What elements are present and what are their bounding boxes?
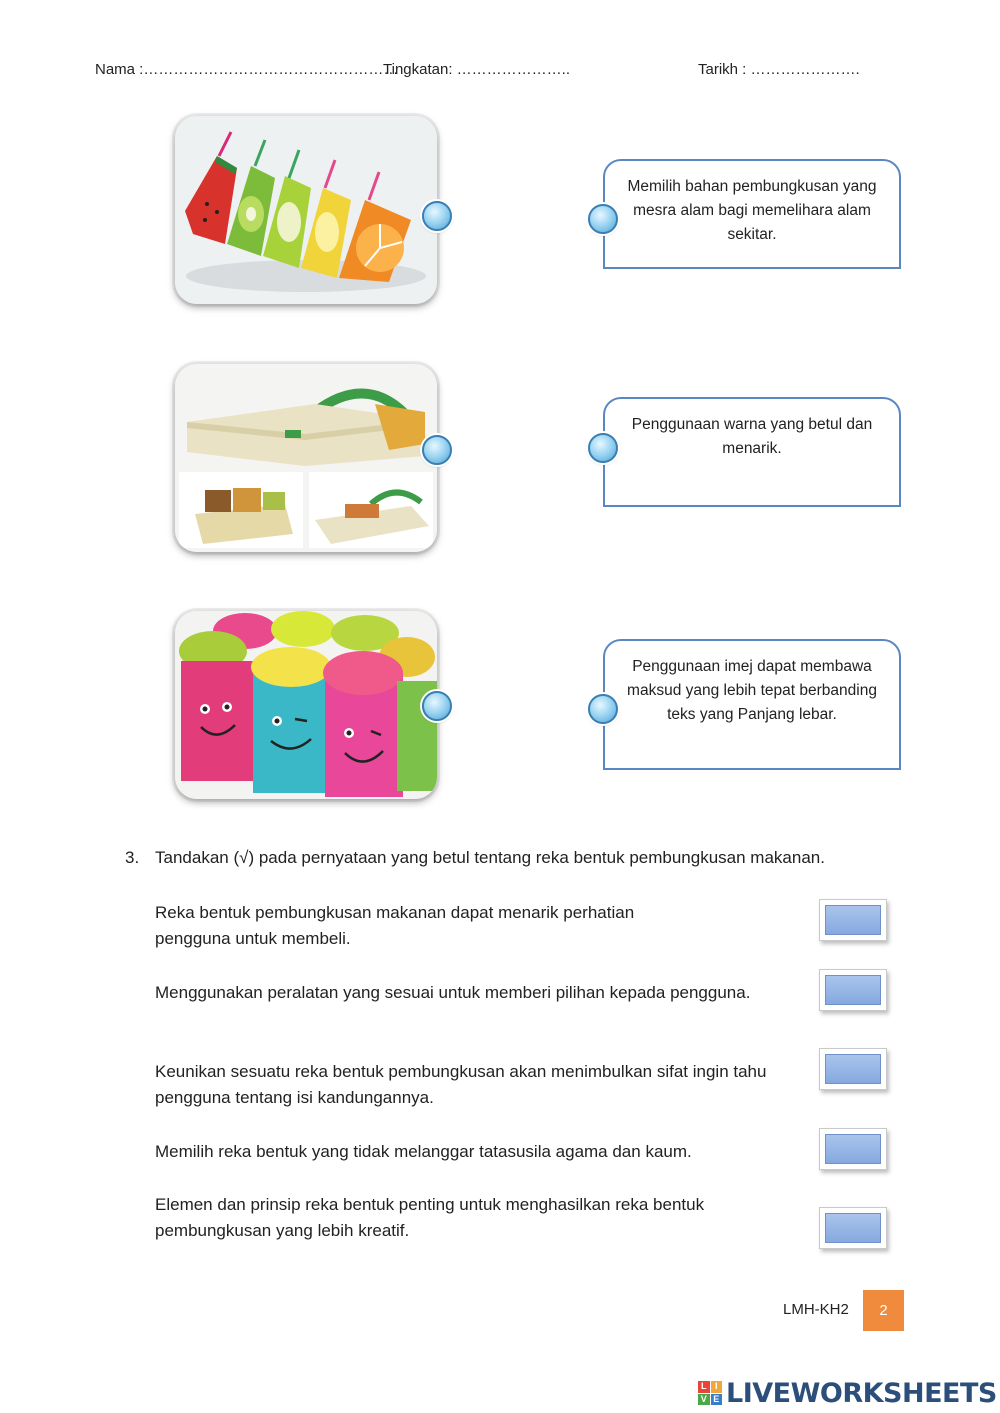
image-1-connector-dot[interactable] (422, 201, 452, 231)
image-2-connector-dot[interactable] (422, 435, 452, 465)
question-number: 3. (125, 848, 140, 867)
date-field-label: Tarikh : …………………. (698, 61, 860, 78)
question-text: Tandakan (√) pada pernyataan yang betul tentang reka bentuk pembungkusan makanan. (155, 848, 825, 867)
question-3-item-4: Memilih reka bentuk yang tidak melanggar tatasusila agama dan kaum. (155, 1142, 692, 1161)
statement-3-connector-dot[interactable] (588, 694, 618, 724)
brand-name: LIVEWORKSHEETS (726, 1377, 997, 1409)
tick-box-3[interactable] (819, 1048, 887, 1090)
tick-box-5[interactable] (819, 1207, 887, 1249)
smiley-fruit-box-packaging-image (175, 611, 437, 799)
smiley-boxes-illustration (175, 611, 437, 799)
page-number-badge: 2 (863, 1290, 904, 1331)
logo-letter: E (711, 1394, 723, 1406)
question-3-item-1: Reka bentuk pembungkusan makanan dapat menarik perhatian pengguna untuk membeli. (155, 903, 635, 948)
question-3-item-3: Keunikan sesuatu reka bentuk pembungkusan akan menimbulkan sifat ingin tahu pengguna tentang isi kandungannya. (155, 1062, 767, 1107)
logo-letter: V (698, 1394, 710, 1406)
question-3-title (125, 848, 825, 868)
food-tray-box-packaging-image (175, 364, 437, 552)
matching-statement-1: Memilih bahan pembungkusan yang mesra alam bagi memelihara alam sekitar. (603, 159, 901, 269)
liveworksheets-brand (698, 1376, 997, 1410)
logo-letter: I (711, 1381, 723, 1393)
question-3-item-2: Menggunakan peralatan yang sesuai untuk memberi pilihan kepada pengguna. (155, 983, 751, 1002)
liveworksheets-logo-icon (698, 1381, 722, 1405)
food-tray-illustration (175, 364, 437, 552)
form-field-label: Tingkatan: ………………….. (383, 61, 570, 78)
tick-box-fill (825, 905, 881, 935)
fruit-boxes-illustration (175, 116, 437, 304)
fruit-juice-box-packaging-image (175, 116, 437, 304)
statement-2-connector-dot[interactable] (588, 433, 618, 463)
tick-box-4[interactable] (819, 1128, 887, 1170)
statement-1-connector-dot[interactable] (588, 204, 618, 234)
matching-statement-2: Penggunaan warna yang betul dan menarik. (603, 397, 901, 507)
matching-statement-3: Penggunaan imej dapat membawa maksud yang lebih tepat berbanding teks yang Panjang lebar. (603, 639, 901, 770)
name-field-label: Nama :…………………………………………… (95, 61, 399, 78)
tick-box-2[interactable] (819, 969, 887, 1011)
document-code: LMH-KH2 (783, 1301, 849, 1318)
tick-box-fill (825, 1213, 881, 1243)
tick-box-1[interactable] (819, 899, 887, 941)
tick-box-fill (825, 975, 881, 1005)
tick-box-fill (825, 1134, 881, 1164)
question-3-item-5: Elemen dan prinsip reka bentuk penting untuk menghasilkan reka bentuk pembungkusan yang lebih kreatif. (155, 1195, 705, 1240)
logo-letter: L (698, 1381, 710, 1393)
image-3-connector-dot[interactable] (422, 691, 452, 721)
tick-box-fill (825, 1054, 881, 1084)
